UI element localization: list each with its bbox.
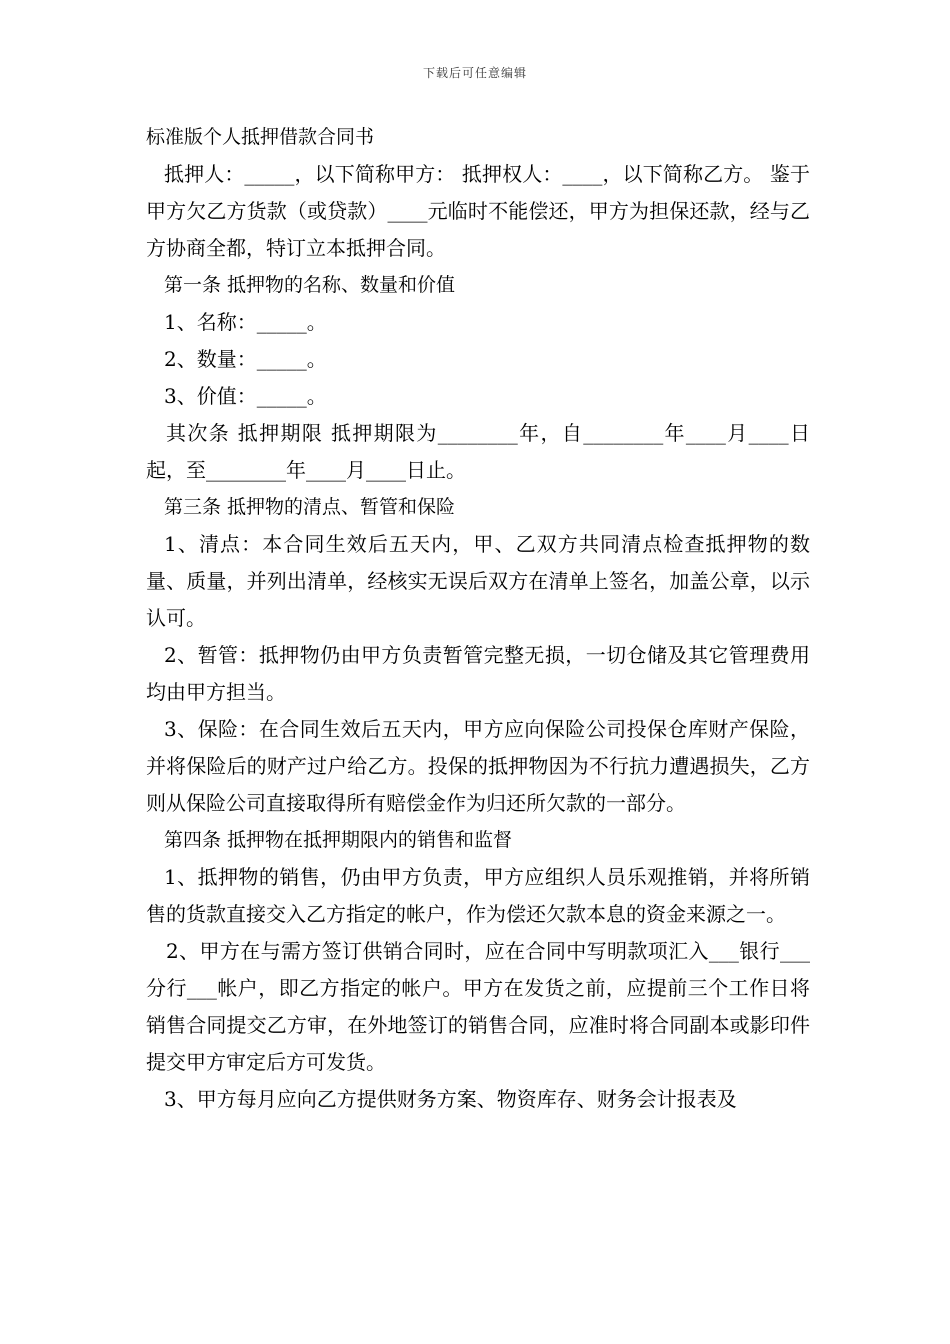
intro-paragraph: 抵押人：_____，以下简称甲方： 抵押权人：____，以下简称乙方。 鉴于甲方欠乙方货款（或贷款）____元临时不能偿还，甲方为担保还款，经与乙方协商全都，特订立本抵押合同。 — [146, 162, 810, 260]
article3-heading: 第三条 抵押物的清点、暂管和保险 — [164, 496, 456, 518]
article3-item-insurance: 3、保险：在合同生效后五天内，甲方应向保险公司投保仓库财产保险，并将保险后的财产过户给乙方。投保的抵押物因为不行抗力遭遇损失，乙方则从保险公司直接取得所有赔偿金作为归还所欠款的一部分。 — [146, 717, 810, 815]
article1-item-value: 3、价值：_____。 — [164, 384, 327, 408]
article1-item-name: 1、名称：_____。 — [164, 310, 327, 334]
article4-heading: 第四条 抵押物在抵押期限内的销售和监督 — [164, 829, 513, 851]
article4-item-contract: 2、甲方在与需方签订供销合同时，应在合同中写明款项汇入___银行___分行___帐户，即乙方指定的帐户。甲方在发货之前，应提前三个工作日将销售合同提交乙方审，在外地签订的销售合同，应准时将合同副本或影印件提交甲方审定后方可发货。 — [146, 939, 810, 1074]
article1-heading: 第一条 抵押物的名称、数量和价值 — [164, 274, 456, 296]
article1-item-quantity: 2、数量：_____。 — [164, 347, 327, 371]
article4-item-sales: 1、抵押物的销售，仍由甲方负责，甲方应组织人员乐观推销，并将所销售的货款直接交入乙方指定的帐户，作为偿还欠款本息的资金来源之一。 — [146, 865, 810, 926]
article2-paragraph: 其次条 抵押期限 抵押期限为________年，自________年____月____日起，至________年____月____日止。 — [146, 421, 810, 482]
document-body — [146, 118, 810, 1118]
article3-item-inventory: 1、清点：本合同生效后五天内，甲、乙双方共同清点检查抵押物的数量、质量，并列出清单，经核实无误后双方在清单上签名，加盖公章，以示认可。 — [146, 532, 810, 630]
article3-item-custody: 2、暂管：抵押物仍由甲方负责暂管完整无损，一切仓储及其它管理费用均由甲方担当。 — [146, 643, 810, 704]
article4-item-reports: 3、甲方每月应向乙方提供财务方案、物资库存、财务会计报表及 — [164, 1087, 737, 1111]
document-title: 标准版个人抵押借款合同书 — [146, 126, 375, 148]
page-header-note: 下载后可任意编辑 — [422, 66, 527, 80]
